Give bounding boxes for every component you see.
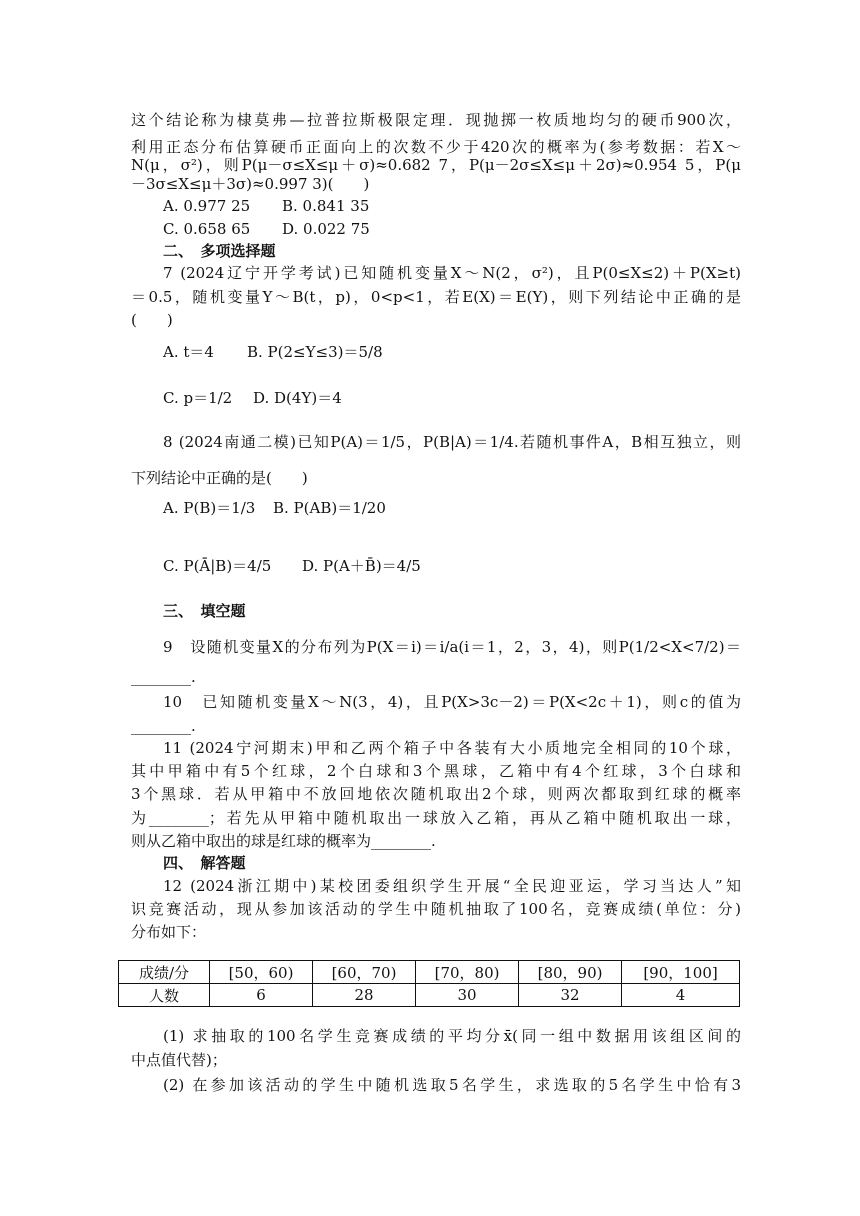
q12-part-1-line-1: (1) 求抽取的100名学生竞赛成绩的平均分x̄(同一组中数据用该组区间的	[163, 1027, 741, 1045]
table-cell: [80，90)	[519, 961, 622, 984]
q11-line-1: 11 (2024宁河期末)甲和乙两个箱子中各装有大小质地完全相同的10个球，	[163, 739, 741, 757]
q7-line-3: ( )	[131, 311, 173, 329]
q8-option-c: C. P(Ā|B)＝4/5	[163, 557, 272, 575]
q8-option-b: B. P(AB)＝1/20	[273, 499, 386, 517]
q7-option-b: B. P(2≤Y≤3)＝5/8	[247, 343, 383, 361]
q12-line-3: 分布如下：	[131, 923, 207, 941]
q7-option-d: D. D(4Y)＝4	[253, 389, 342, 407]
q12-line-2: 识竞赛活动，现从参加该活动的学生中随机抽取了100名，竞赛成绩(单位：分)	[131, 900, 741, 918]
q6-option-d: D. 0.022 75	[282, 220, 370, 238]
q7-option-a: A. t＝4	[163, 343, 214, 361]
q6-line-3: N(μ，σ²)，则P(μ－σ≤X≤μ＋σ)≈0.682 7，P(μ－2σ≤X≤μ＋2σ)≈0.954 5，P(μ	[131, 156, 741, 174]
q11-line-4: 为________；若先从甲箱中随机取出一球放入乙箱，再从乙箱中随机取出一球，	[131, 809, 741, 827]
q11-line-5: 则从乙箱中取出的球是红球的概率为________.	[131, 832, 436, 850]
q6-line-2: 利用正态分布估算硬币正面向上的次数不少于420次的概率为(参考数据：若X～	[131, 138, 741, 156]
table-cell: [60，70)	[313, 961, 416, 984]
table-cell: [50，60)	[210, 961, 313, 984]
table-cell: 30	[416, 984, 519, 1007]
table-cell: 成绩/分	[119, 961, 210, 984]
table-cell: 6	[210, 984, 313, 1007]
q8-line-1: 8 (2024南通二模)已知P(A)＝1/5，P(B|A)＝1/4.若随机事件A，B相互独立，则	[163, 433, 741, 451]
q6-option-a: A. 0.977 25	[163, 197, 251, 215]
q12-line-1: 12 (2024浙江期中)某校团委组织学生开展“全民迎亚运，学习当达人”知	[163, 877, 741, 895]
q6-line-1: 这个结论称为棣莫弗—拉普拉斯极限定理．现抛掷一枚质地均匀的硬币900次，	[131, 111, 741, 129]
q9-line-1: 9 设随机变量X的分布列为P(X＝i)＝i/a(i＝1，2，3，4)，则P(1/2<X<7/2)＝	[163, 638, 741, 656]
q7-option-c: C. p＝1/2	[163, 389, 233, 407]
q8-line-2: 下列结论中正确的是( )	[131, 469, 308, 487]
table-cell: 28	[313, 984, 416, 1007]
q11-line-3: 3个黑球．若从甲箱中不放回地依次随机取出2个球，则两次都取到红球的概率	[131, 785, 741, 803]
table-cell: 4	[622, 984, 740, 1007]
score-distribution-table	[118, 960, 740, 1007]
q9-line-2: ________.	[131, 668, 196, 686]
q8-option-a: A. P(B)＝1/3	[163, 499, 256, 517]
q6-line-4: －3σ≤X≤μ＋3σ)≈0.997 3)( )	[131, 175, 370, 193]
q12-part-2-line-1: (2) 在参加该活动的学生中随机选取5名学生，求选取的5名学生中恰有3	[163, 1076, 741, 1094]
section-heading-multiple-choice: 二、 多项选择题	[163, 242, 276, 260]
q7-line-2: ＝0.5，随机变量Y～B(t，p)，0<p<1，若E(X)＝E(Y)，则下列结论中正确的是	[131, 288, 741, 306]
section-heading-fill-in: 三、 填空题	[163, 602, 246, 620]
table-cell: [90，100]	[622, 961, 740, 984]
table-row	[119, 961, 740, 984]
q12-part-1-line-2: 中点值代替)；	[131, 1051, 227, 1069]
table-cell: 32	[519, 984, 622, 1007]
q8-option-d: D. P(A＋B̄)＝4/5	[302, 557, 421, 575]
q10-line-2: ________.	[131, 717, 196, 735]
q6-option-b: B. 0.841 35	[282, 197, 370, 215]
table-cell: 人数	[119, 984, 210, 1007]
q11-line-2: 其中甲箱中有5个红球，2个白球和3个黑球，乙箱中有4个红球，3个白球和	[131, 762, 741, 780]
table-row	[119, 984, 740, 1007]
q10-line-1: 10 已知随机变量X～N(3，4)，且P(X>3c－2)＝P(X<2c＋1)，则c的值为	[163, 693, 741, 711]
q6-option-c: C. 0.658 65	[163, 220, 251, 238]
table-cell: [70，80)	[416, 961, 519, 984]
q7-line-1: 7 (2024辽宁开学考试)已知随机变量X～N(2，σ²)，且P(0≤X≤2)＋P(X≥t)	[163, 264, 741, 282]
section-heading-answer: 四、 解答题	[163, 854, 246, 872]
